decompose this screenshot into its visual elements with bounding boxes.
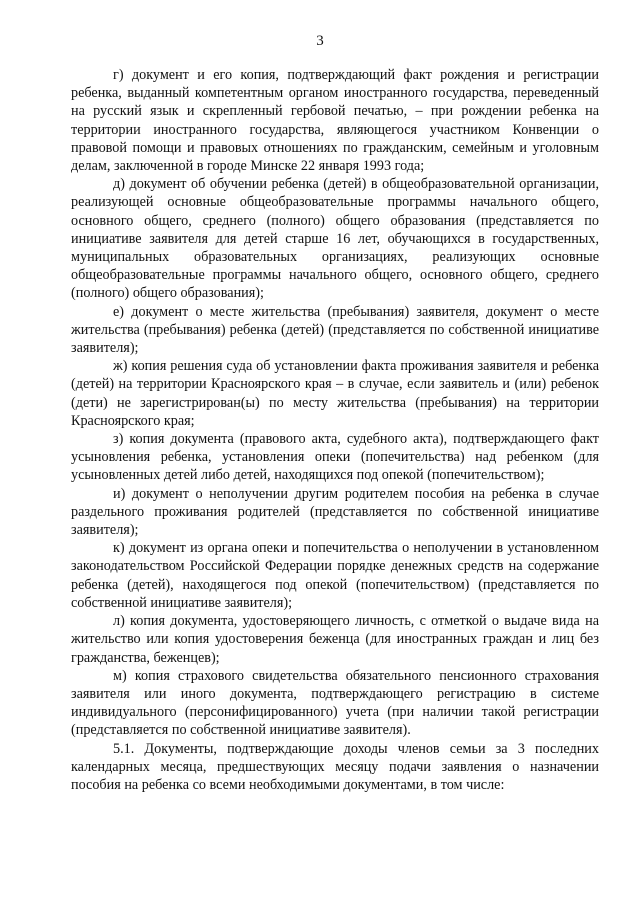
paragraph-k: к) документ из органа опеки и попечительства о неполучении в установленном законодательством Российской Федерации порядке денежных средств на содержание ребенка (детей), находящегося под опекой (попечительством) (представляется по собственной инициативе заявителя); <box>71 540 599 611</box>
page-number: 3 <box>316 33 324 49</box>
paragraph-e: е) документ о месте жительства (пребывания) заявителя, документ о месте жительства (пребывания) ребенка (детей) (представляется по собственной инициативе заявителя); <box>71 303 599 357</box>
paragraph-m: м) копия страхового свидетельства обязательного пенсионного страхования заявителя или иного документа, подтверждающего регистрацию в системе индивидуального (персонифицированного) учета (при наличии такой регистрации (представляется по собственной инициативе заявителя). <box>71 667 599 739</box>
paragraph-d: д) документ об обучении ребенка (детей) в общеобразовательной организации, реализующей основные общеобразовательные программы начального общего, основного общего, среднего (полного) общего образования (представляется по инициативе заявителя для детей старше 16 лет, обучающихся в государственных, муниципальных образовательных организациях, реализующих основные общеобразовательные программы начального общего, основного общего, среднего (полного) общего образования); <box>71 176 599 302</box>
paragraph-i: и) документ о неполучении другим родителем пособия на ребенка в случае раздельного проживания родителей (представляется по собственной инициативе заявителя); <box>71 485 599 539</box>
paragraph-l: л) копия документа, удостоверяющего личность, с отметкой о выдаче вида на жительство или копия удостоверения беженца (для иностранных граждан и лиц без гражданства, беженцев); <box>71 613 599 666</box>
document-body <box>71 66 599 794</box>
paragraph-z: з) копия документа (правового акта, судебного акта), подтверждающего факт усыновления ребенка, установления опеки (попечительства) над ребенком (для усыновленных детей либо детей, находящихся под опекой (попечительством); <box>71 431 599 484</box>
paragraph-zh: ж) копия решения суда об установлении факта проживания заявителя и ребенка (детей) на территории Красноярского края – в случае, если заявитель и (или) ребенок (дети) не зарегистрирован(ы) по месту жительства (пребывания) на территории Красноярского края; <box>71 358 599 429</box>
paragraph-5-1: 5.1. Документы, подтверждающие доходы членов семьи за 3 последних календарных месяца, предшествующих месяцу подачи заявления о назначении пособия на ребенка со всеми необходимыми документами, в том числе: <box>71 740 599 793</box>
paragraph-g: г) документ и его копия, подтверждающий факт рождения и регистрации ребенка, выданный компетентным органом иностранного государства, переведенный на русский язык и скрепленный гербовой печатью, – при рождении ребенка на территории иностранного государства, являющегося участником Конвенции о правовой помощи и правовых отношениях по гражданским, семейным и уголовным делам, заключенной в городе Минске 22 января 1993 года; <box>71 67 599 175</box>
